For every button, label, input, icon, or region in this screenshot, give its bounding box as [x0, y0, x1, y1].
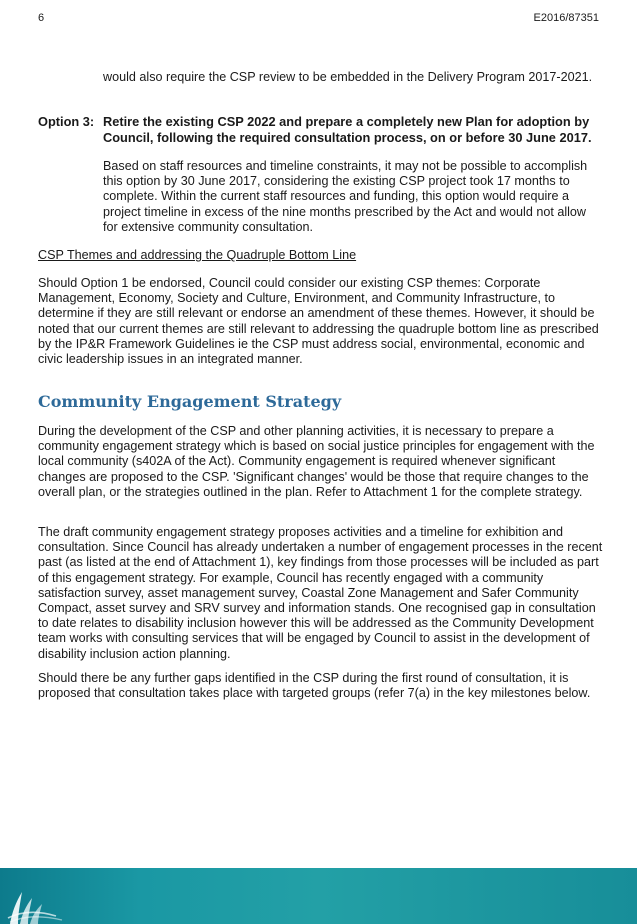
option3-title: Retire the existing CSP 2022 and prepare a completely new Plan for adoption by Council, following the required consultation process, on or before 30 June 2017.: [103, 114, 592, 145]
document-reference: E2016/87351: [533, 12, 599, 24]
themes-paragraph: Should Option 1 be endorsed, Council could consider our existing CSP themes: Corporate Management, Economy, Society and Culture, Environment, and Community Infrastructure, to determine if they are still relevant or endorse an amendment of these themes. However, it should be noted that our current themes are still relevant to addressing the quadruple bottom line as prescribed by the IP&R Framework Guidelines ie the CSP must address social, environmental, economic and civic leadership issues in an integrated manner.: [38, 276, 599, 367]
option3-label: Option 3:: [38, 114, 95, 129]
council-wave-logo-icon: [6, 884, 68, 924]
option3-body-paragraph: Based on staff resources and timeline constraints, it may not be possible to accomplish this option by 30 June 2017, considering the existing CSP project took 17 months to complete. Within the current staff resources and funding, this option would require a project timeline in excess of the nine months prescribed by the Act and would not allow for extensive community consultation.: [103, 159, 588, 234]
engagement-paragraph-1: During the development of the CSP and other planning activities, it is necessary to prepare a community engagement strategy which is based on social justice principles for engagement with the local community (s402A of the Act). Community engagement is required whenever significant changes are proposed to the CSP. 'Significant changes' would be those that require changes to the overall plan, or the strategies outlined in the plan. Refer to Attachment 1 for the complete strategy.: [38, 424, 595, 499]
page-number: 6: [38, 12, 45, 24]
footer-band: [0, 868, 637, 924]
option2-continuation-paragraph: would also require the CSP review to be embedded in the Delivery Program 2017-2021.: [103, 70, 593, 84]
community-engagement-heading: Community Engagement Strategy: [38, 392, 342, 411]
engagement-paragraph-3: Should there be any further gaps identified in the CSP during the first round of consultation, it is proposed that consultation takes place with targeted groups (refer 7(a) in the key milestones below.: [38, 671, 591, 701]
themes-subheading: CSP Themes and addressing the Quadruple Bottom Line: [38, 248, 357, 262]
engagement-paragraph-2: The draft community engagement strategy proposes activities and a timeline for exhibition and consultation. Since Council has already undertaken a number of engagement processes in the recent past (as listed at the end of Attachment 1), key findings from those processes will be included as part of this engagement strategy. For example, Council has recently engaged with a community satisfaction survey, asset management survey, Coastal Zone Management and Safer Community Compact, asset survey and SRV survey and information stands. One recognised gap in consultation to date relates to disability inclusion however this will be addressed as the Community Development team works with consulting services that will be engaged by Council to assist in the development of disability inclusion action planning.: [38, 525, 603, 661]
